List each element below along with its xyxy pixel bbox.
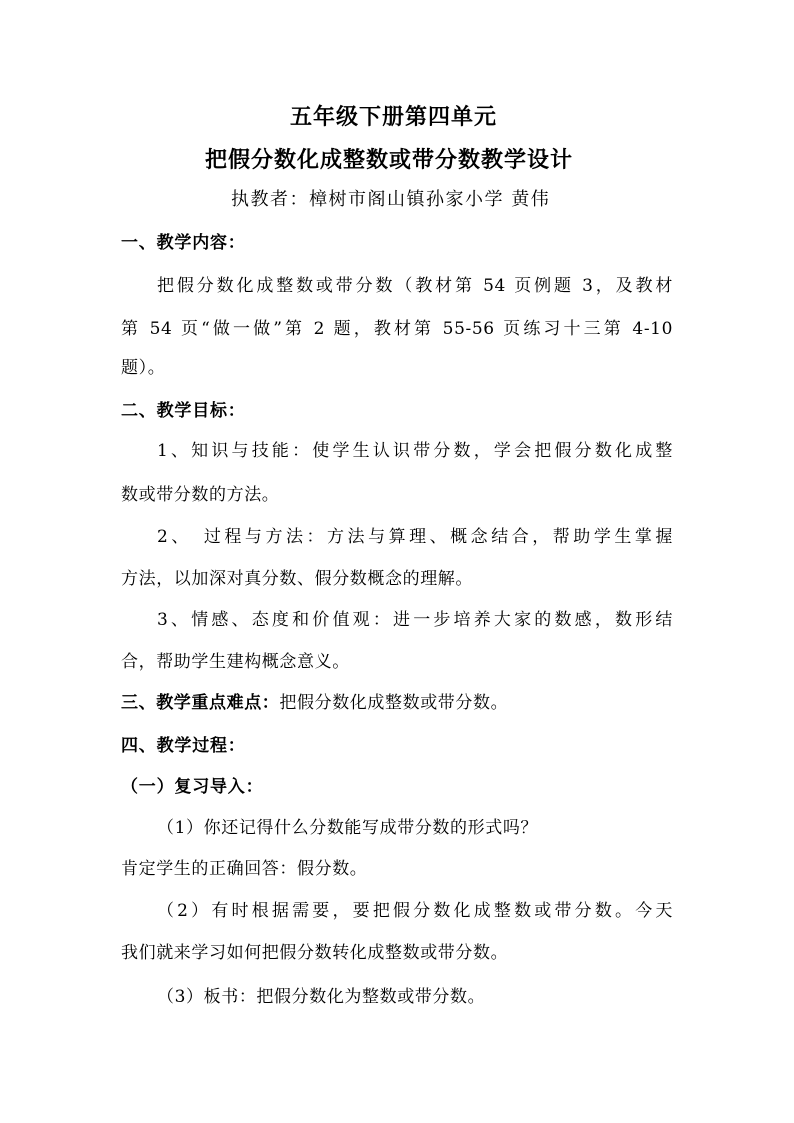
document-title-line1: 五年级下册第四单元 xyxy=(290,104,498,130)
question-3: （3）板书：把假分数化为整数或带分数。 xyxy=(157,987,486,1007)
goal2-line-2: 方法，以加深对真分数、假分数概念的理解。 xyxy=(121,569,473,589)
goal2-line-1: 2、 过程与方法：方法与算理、概念结合，帮助学生掌握 xyxy=(157,527,673,547)
content-line-1: 把假分数化成整数或带分数（教材第 54 页例题 3，及教材 xyxy=(157,276,673,296)
goal1-line-1: 1、知识与技能：使学生认识带分数，学会把假分数化成整 xyxy=(157,441,673,461)
question-2-line-2: 我们就来学习如何把假分数转化成整数或带分数。 xyxy=(121,943,509,963)
document-title-line2: 把假分数化成整数或带分数教学设计 xyxy=(205,147,574,173)
section-key-points xyxy=(121,692,508,714)
question-2-line-1: （2）有时根据需要，要把假分数化成整数或带分数。今天 xyxy=(157,901,673,921)
goal3-line-2: 合，帮助学生建构概念意义。 xyxy=(121,652,350,672)
goal3-line-1: 3、情感、态度和价值观：进一步培养大家的数感，数形结 xyxy=(157,610,673,630)
key-points-text: 把假分数化成整数或带分数。 xyxy=(279,693,509,713)
author-line: 执教者：樟树市阁山镇孙家小学 黄伟 xyxy=(231,189,551,210)
goal1-line-2: 数或带分数的方法。 xyxy=(121,485,280,505)
section-heading-content: 一、教学内容： xyxy=(121,233,246,253)
content-line-3: 题）。 xyxy=(121,358,166,378)
content-line-2: 第 54 页“做一做”第 2 题，教材第 55-56 页练习十三第 4-10 xyxy=(121,319,673,339)
section-heading-goals: 二、教学目标： xyxy=(121,401,246,421)
question-1: （1）你还记得什么分数能写成带分数的形式吗？ xyxy=(157,818,539,838)
section-heading-process: 四、教学过程： xyxy=(121,736,246,756)
answer-1: 肯定学生的正确回答：假分数。 xyxy=(121,859,368,879)
subsection-review-intro: （一）复习导入： xyxy=(121,777,264,797)
section-heading-key-points: 三、教学重点难点： xyxy=(121,693,280,713)
